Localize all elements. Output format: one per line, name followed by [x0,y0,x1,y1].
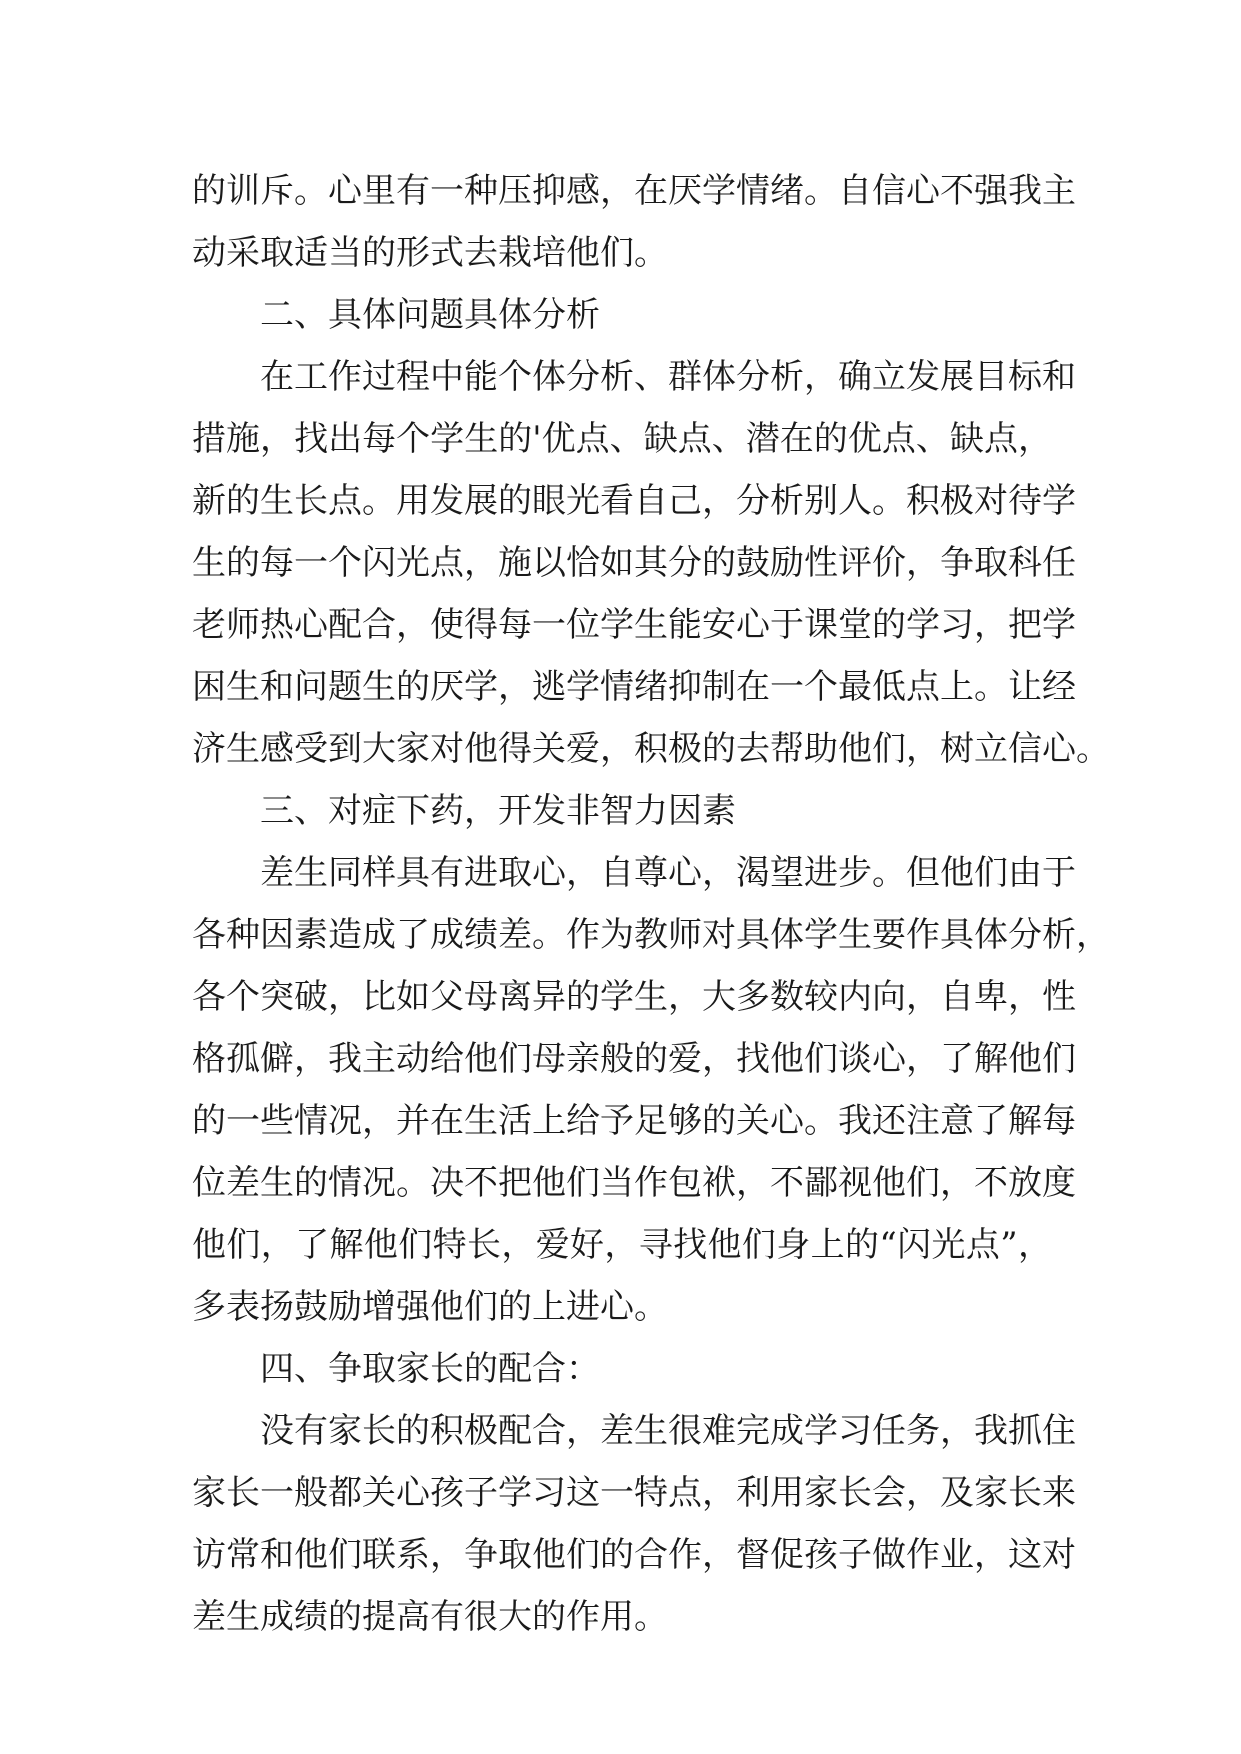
text-line: 家长一般都关心孩子学习这一特点，利用家长会，及家长来 [192,1473,1076,1513]
text-line: 访常和他们联系，争取他们的合作，督促孩子做作业，这对 [192,1535,1076,1575]
text-line: 在工作过程中能个体分析、群体分析，确立发展目标和 [260,357,1076,397]
text-line: 生的每一个闪光点，施以恰如其分的鼓励性评价，争取科任 [192,543,1076,583]
text-line: 济生感受到大家对他得关爱，积极的去帮助他们，树立信心。 [192,729,1110,769]
text-line: 各个突破，比如父母离异的学生，大多数较内向，自卑，性 [192,977,1076,1017]
text-line: 困生和问题生的厌学，逃学情绪抑制在一个最低点上。让经 [192,667,1076,707]
text-line: 差生成绩的提高有很大的作用。 [192,1597,668,1637]
text-line: 他们，了解他们特长，爱好，寻找他们身上的“闪光点”， [192,1225,1052,1265]
text-line: 多表扬鼓励增强他们的上进心。 [192,1287,668,1327]
text-line: 差生同样具有进取心，自尊心，渴望进步。但他们由于 [260,853,1076,893]
document-body [192,160,1110,1648]
text-line: 各种因素造成了成绩差。作为教师对具体学生要作具体分析， [192,915,1110,955]
section-heading: 三、对症下药，开发非智力因素 [260,791,736,831]
text-line: 的一些情况，并在生活上给予足够的关心。我还注意了解每 [192,1101,1076,1141]
text-line: 位差生的情况。决不把他们当作包袱，不鄙视他们，不放度 [192,1163,1076,1203]
section-heading: 四、争取家长的配合： [260,1349,600,1389]
text-line: 动采取适当的形式去栽培他们。 [192,233,668,273]
text-line: 没有家长的积极配合，差生很难完成学习任务，我抓住 [260,1411,1076,1451]
section-heading: 二、具体问题具体分析 [260,295,600,335]
text-line: 格孤僻，我主动给他们母亲般的爱，找他们谈心，了解他们 [192,1039,1076,1079]
text-line: 措施，找出每个学生的'优点、缺点、潜在的优点、缺点， [192,419,1052,459]
text-line: 的训斥。心里有一种压抑感，在厌学情绪。自信心不强我主 [192,171,1076,211]
text-line: 新的生长点。用发展的眼光看自己，分析别人。积极对待学 [192,481,1076,521]
text-line: 老师热心配合，使得每一位学生能安心于课堂的学习，把学 [192,605,1076,645]
